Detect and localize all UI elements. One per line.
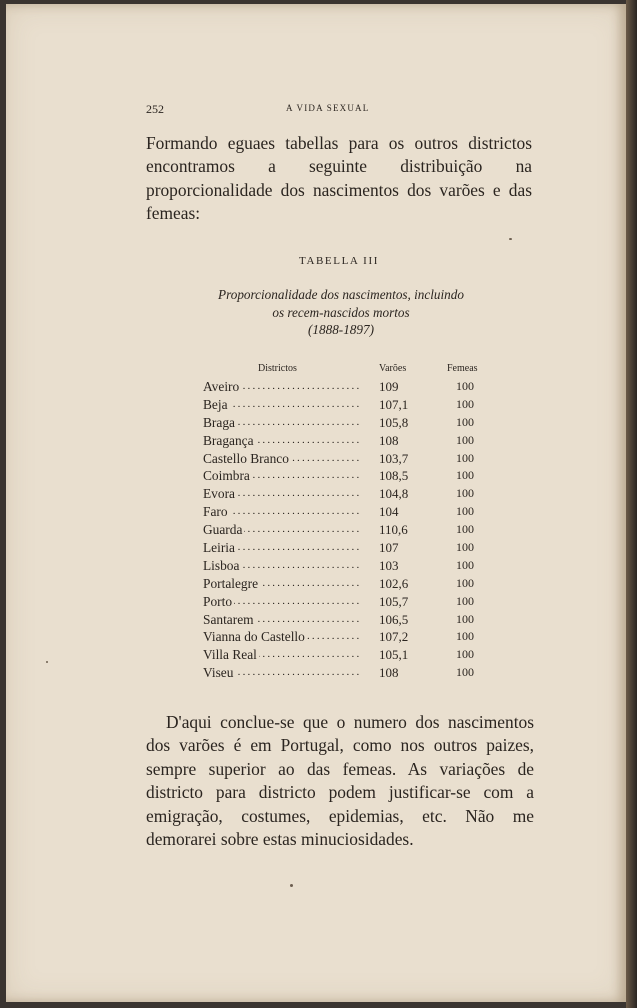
table-body — [203, 378, 493, 682]
district-label: Villa Real — [203, 647, 257, 663]
district-label: Santarem — [203, 611, 254, 627]
column-header-districtos: Districtos — [258, 363, 297, 374]
femeas-value: 100 — [456, 593, 474, 608]
femeas-value: 100 — [456, 504, 474, 519]
page-header — [146, 102, 526, 118]
district-label: Leiria — [203, 540, 235, 556]
table-row — [203, 485, 493, 503]
table-row — [203, 467, 493, 485]
table-row — [203, 664, 493, 682]
table-row — [203, 611, 493, 629]
table-row — [203, 378, 493, 396]
district-name — [203, 414, 361, 432]
district-name — [203, 593, 361, 611]
intro-paragraph: Formando eguaes tabellas para os outros districtos encontramos a seguinte distribuição na proporcionalidade dos nascimentos dos varões e das femeas: — [146, 133, 532, 224]
column-header-varoes: Varões — [379, 363, 407, 374]
varoes-value: 102,6 — [379, 575, 409, 591]
district-name — [203, 611, 361, 629]
district-label: Coimbra — [203, 468, 250, 484]
district-name — [203, 503, 361, 521]
district-label: Porto — [203, 593, 233, 609]
varoes-value: 106,5 — [379, 611, 409, 627]
district-label: Faro — [203, 504, 228, 520]
district-label: Guarda — [203, 522, 243, 538]
caption-line: Proporcionalidade dos nascimentos, incluindo — [218, 287, 464, 302]
varoes-value: 105,8 — [379, 414, 409, 430]
closing-paragraph: D'aqui conclue-se que o numero dos nascimentos dos varões é em Portugal, como nos outros paizes, sempre superior ao das femeas. As variações de districto para districto podem justificar-se com a emigração, costumes, epidemias, etc. Não me demorarei sobre estas minuciosidades. — [146, 712, 534, 850]
district-name — [203, 467, 361, 485]
print-speck — [290, 884, 293, 887]
femeas-value: 100 — [456, 540, 474, 555]
district-label: Viseu — [203, 665, 234, 681]
district-name — [203, 378, 361, 396]
femeas-value: 100 — [456, 450, 474, 465]
femeas-value: 100 — [456, 557, 474, 572]
varoes-value: 110,6 — [379, 522, 408, 538]
femeas-value: 100 — [456, 522, 474, 537]
femeas-value: 100 — [456, 414, 474, 429]
caption-line: (1888-1897) — [308, 322, 374, 338]
column-header-femeas: Femeas — [447, 363, 478, 374]
table-row — [203, 646, 493, 664]
table-row — [203, 539, 493, 557]
femeas-value: 100 — [456, 575, 474, 590]
table-row — [203, 450, 493, 468]
varoes-value: 109 — [379, 379, 399, 394]
table-row — [203, 628, 493, 646]
femeas-value: 100 — [456, 611, 474, 626]
table-row — [203, 414, 493, 432]
femeas-value: 100 — [456, 379, 474, 393]
varoes-value: 105,1 — [379, 647, 409, 663]
book-spine-edge — [626, 0, 637, 1008]
page-number: 252 — [146, 102, 164, 116]
table-row — [203, 432, 493, 450]
varoes-value: 103,7 — [379, 450, 409, 466]
femeas-value: 100 — [456, 396, 474, 411]
table-caption — [176, 286, 506, 339]
varoes-value: 108,5 — [379, 468, 409, 484]
caption-line: os recem-nascidos mortos — [272, 304, 410, 320]
varoes-value: 107 — [379, 540, 399, 556]
femeas-value: 100 — [456, 486, 474, 501]
district-label: Evora — [203, 486, 235, 502]
table-row — [203, 593, 493, 611]
district-label: Castello Branco — [203, 450, 289, 466]
varoes-value: 108 — [379, 665, 399, 681]
district-label: Portalegre — [203, 575, 259, 591]
table-title: TABELLA III — [299, 255, 379, 267]
district-label: Vianna do Castello — [203, 629, 305, 645]
district-label: Bragança — [203, 432, 254, 448]
femeas-value: 100 — [456, 432, 474, 447]
varoes-value: 103 — [379, 557, 399, 573]
print-speck — [46, 661, 48, 663]
table-row — [203, 557, 493, 575]
varoes-value: 104 — [379, 504, 399, 520]
table-row — [203, 503, 493, 521]
district-label: Aveiro — [203, 379, 240, 394]
varoes-value: 105,7 — [379, 593, 409, 609]
district-name — [203, 485, 361, 503]
femeas-value: 100 — [456, 468, 474, 483]
district-name — [203, 575, 361, 593]
femeas-value: 100 — [456, 629, 474, 644]
district-name — [203, 432, 361, 450]
varoes-value: 107,1 — [379, 396, 409, 412]
district-label: Braga — [203, 414, 235, 430]
running-head: A VIDA SEXUAL — [286, 103, 370, 113]
district-name — [203, 646, 361, 664]
district-name — [203, 557, 361, 575]
district-name — [203, 664, 361, 682]
table-row — [203, 575, 493, 593]
district-name — [203, 521, 361, 539]
varoes-value: 107,2 — [379, 629, 409, 645]
table-row — [203, 521, 493, 539]
varoes-value: 108 — [379, 432, 399, 448]
femeas-value: 100 — [456, 665, 474, 680]
district-name — [203, 396, 361, 414]
district-name — [203, 539, 361, 557]
district-name — [203, 628, 361, 646]
district-label: Beja — [203, 396, 228, 412]
district-name — [203, 450, 361, 468]
district-label: Lisboa — [203, 557, 240, 573]
varoes-value: 104,8 — [379, 486, 409, 502]
print-speck — [509, 238, 512, 240]
femeas-value: 100 — [456, 647, 474, 662]
table-row — [203, 396, 493, 414]
